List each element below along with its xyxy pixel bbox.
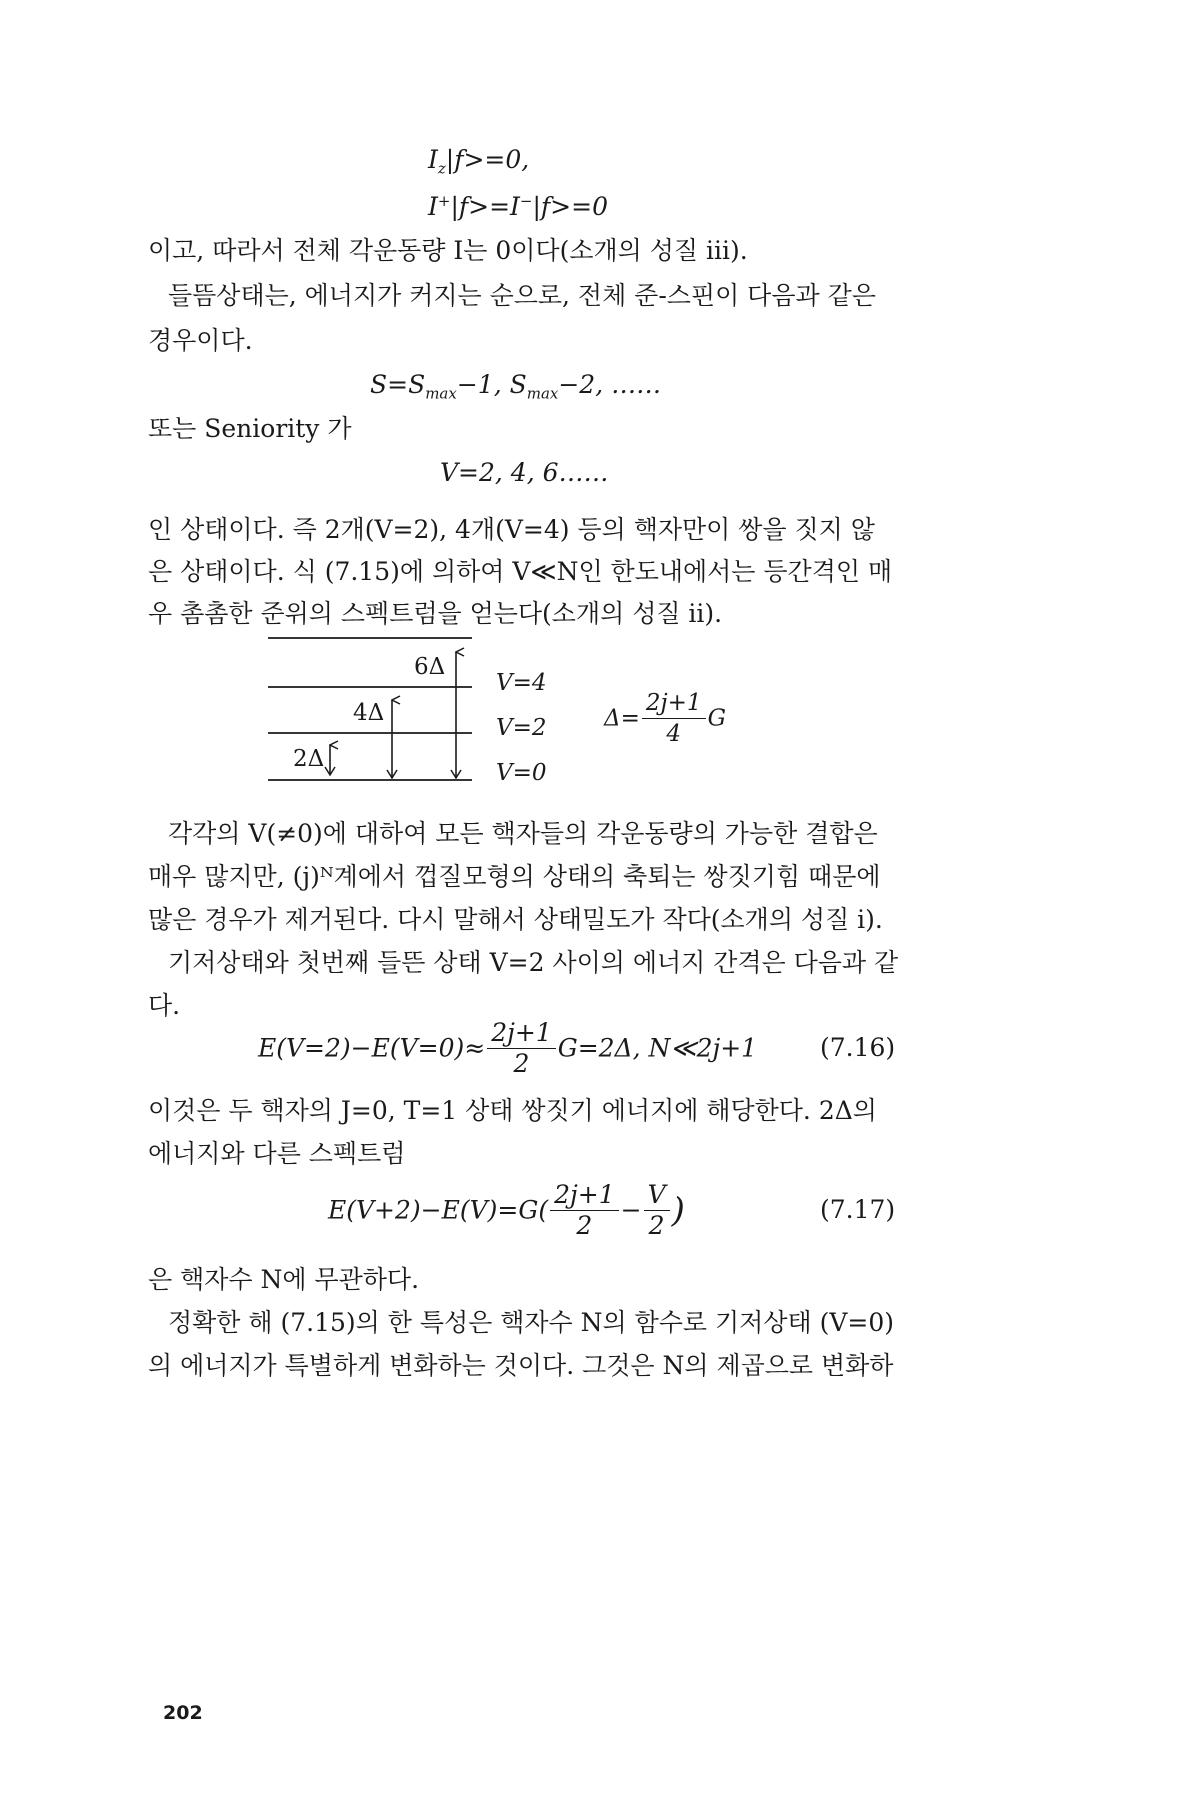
arrow-label-6delta: 6Δ bbox=[414, 654, 446, 680]
page-number: 202 bbox=[163, 1702, 203, 1724]
paragraph-line: 또는 Seniority 가 bbox=[148, 414, 352, 443]
equation-7-16: E(V=2)−E(V=0)≈ $\frac{2j+1}{2}$ G=2Δ, N≪2j+1 bbox=[258, 1018, 758, 1078]
paragraph-line: 정확한 해 (7.15)의 한 특성은 핵자수 N의 함수로 기저상태 (V=0) bbox=[168, 1308, 894, 1337]
equation-v: V=2, 4, 6…… bbox=[440, 458, 609, 487]
paragraph-line: 이고, 따라서 전체 각운동량 I는 0이다(소개의 성질 iii). bbox=[148, 236, 748, 265]
paragraph-line: 에너지와 다른 스펙트럼 bbox=[148, 1139, 406, 1168]
level-label-v0: V=0 bbox=[496, 760, 547, 786]
equation-7-17: E(V+2)−E(V)=G( $\frac{2j+1}{2}$ − $\frac{V}{2}$ ) bbox=[328, 1180, 685, 1240]
equation-iplus: I+|f>=I−|f>=0 bbox=[428, 192, 608, 221]
level-label-v4: V=4 bbox=[496, 670, 547, 696]
paragraph-line: 기저상태와 첫번째 들뜬 상태 V=2 사이의 에너지 간격은 다음과 같 bbox=[168, 948, 899, 977]
equation-number-7-17: (7.17) bbox=[820, 1195, 896, 1224]
paragraph-line: 매우 많지만, (j)ᴺ계에서 껍질모형의 상태의 축퇴는 쌍짓기힘 때문에 bbox=[148, 862, 881, 891]
paragraph-line: 들뜸상태는, 에너지가 커지는 순으로, 전체 준-스핀이 다음과 같은 bbox=[168, 281, 876, 310]
paragraph-line: 다. bbox=[148, 991, 181, 1020]
equation-iz: $I_z|f>=0$, bbox=[428, 145, 530, 178]
arrow-label-4delta: 4Δ bbox=[353, 700, 385, 726]
level-label-v2: V=2 bbox=[496, 715, 547, 741]
equation-number-7-16: (7.16) bbox=[820, 1033, 896, 1062]
arrow-label-2delta: 2Δ bbox=[293, 746, 325, 772]
paragraph-line: 이것은 두 핵자의 J=0, T=1 상태 쌍짓기 에너지에 해당한다. 2Δ의 bbox=[148, 1096, 877, 1125]
paragraph-line: 우 촘촘한 준위의 스펙트럼을 얻는다(소개의 성질 ii). bbox=[148, 599, 723, 628]
delta-definition: Δ= $\frac{2j+1}{4}$ G bbox=[604, 690, 726, 747]
paragraph-line: 의 에너지가 특별하게 변화하는 것이다. 그것은 N의 제곱으로 변화하 bbox=[148, 1351, 894, 1380]
paragraph-line: 많은 경우가 제거된다. 다시 말해서 상태밀도가 작다(소개의 성질 i). bbox=[148, 905, 883, 934]
paragraph-line: 경우이다. bbox=[148, 326, 253, 355]
paragraph-line: 은 상태이다. 식 (7.15)에 의하여 V≪N인 한도내에서는 등간격인 매 bbox=[148, 557, 893, 586]
paragraph-line: 은 핵자수 N에 무관하다. bbox=[148, 1265, 420, 1294]
equation-s: $S=S_{max}-1$, $S_{max}-2$, …… bbox=[370, 370, 662, 403]
paragraph-line: 인 상태이다. 즉 2개(V=2), 4개(V=4) 등의 핵자만이 쌍을 짓지 않 bbox=[148, 515, 875, 544]
paragraph-line: 각각의 V(≠0)에 대하여 모든 핵자들의 각운동량의 가능한 결합은 bbox=[168, 819, 878, 848]
